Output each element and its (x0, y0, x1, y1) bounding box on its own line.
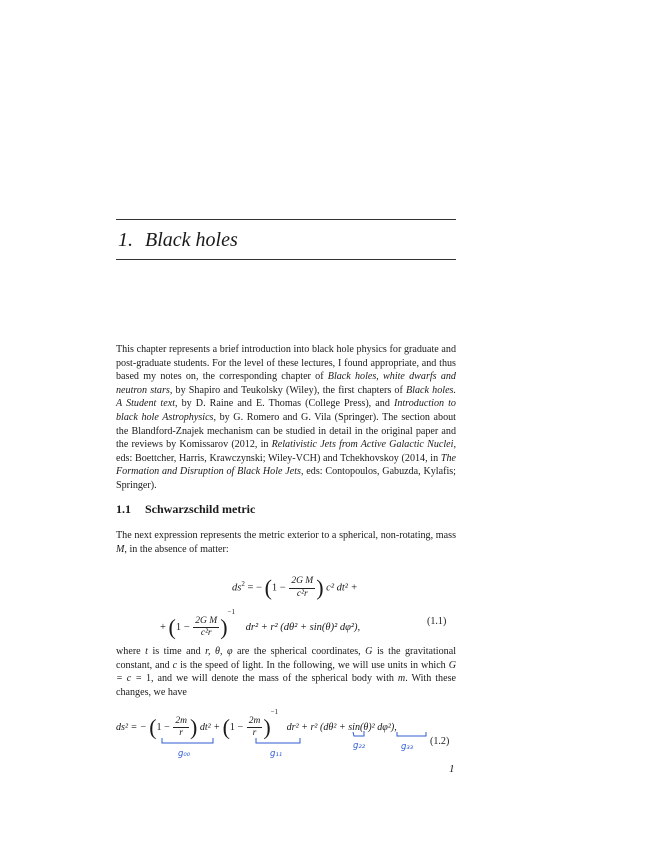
eq1-frac-num-2: 2G M (193, 617, 219, 629)
text-run: Black holes, white dwarfs and neutron stars (116, 371, 456, 396)
text-run: where (116, 646, 146, 657)
eq1-line1-tail: c² dt² + (326, 582, 358, 594)
text-run: are the spherical coordinates, (232, 646, 366, 657)
text-run: , by D. Raine and E. Thomas (College Press), and (175, 398, 394, 410)
eq1-frac-num: 2G M (289, 577, 315, 589)
eq2-one-1: 1 − (156, 722, 170, 733)
g11-bracket (256, 738, 300, 743)
eq2-inverse-exponent: −1 (270, 708, 279, 716)
text-run: . With these changes, we have (116, 673, 456, 698)
g22-bracket (353, 731, 364, 736)
section-number: 1.1 (116, 502, 131, 516)
eq1-close-paren-2: ) (220, 614, 228, 640)
eq2-after2: dr² + r² (dθ² + sin(θ)² dφ²), (286, 722, 397, 733)
eq1-close-paren: ) (316, 575, 324, 600)
text-run: Black holes. A Student text (116, 384, 456, 410)
equation-number-1-1: (1.1) (427, 616, 447, 627)
text-run: This chapter represents a brief introduction into black hole physics for graduate and post-graduate students. For the level of these lectures, I found appropriate, and thus based my notes on, the corresponding chapter of (116, 344, 456, 383)
eq1-lhs-sup: 2 (241, 579, 245, 588)
annotation-g00: g₀₀ (178, 749, 191, 759)
text-run: , by Shapiro and Teukolsky (Wiley), the first chapters of (169, 384, 407, 396)
eq2-one-2: 1 − (229, 722, 244, 733)
brackets-group (162, 731, 426, 743)
eq1-lhs: ds (232, 582, 242, 594)
eq2-close-paren-2: ) (263, 714, 271, 740)
text-run: c (172, 659, 178, 671)
text-run: t (145, 646, 148, 657)
g00-bracket (162, 738, 213, 743)
eq1-one: 1 − (271, 582, 286, 594)
annotation-g33: g₃₃ (401, 742, 414, 752)
text-run: 1, and we will denote the mass of the spherical body with (146, 673, 398, 685)
text-run: r, θ, φ (205, 646, 233, 657)
eq1-line2-lead: + (160, 622, 166, 633)
text-run: The Formation and Disruption of Black Hole Jets (116, 452, 456, 478)
equation-number-1-2: (1.2) (430, 736, 450, 747)
text-run: Relativistic Jets from Active Galactic Nuclei (271, 439, 454, 451)
text-run: M (116, 543, 125, 555)
eq1-line2-tail: dr² + r² (dθ² + sin(θ)² dφ²), (245, 622, 361, 633)
eq2-lhs: ds² = − (116, 722, 147, 733)
eq1-inverse-exponent: −1 (227, 608, 235, 616)
text-run: The next expression represents the metric exterior to a spherical, non-rotating, mass (116, 530, 456, 541)
eq1-open-paren: ( (264, 575, 272, 600)
eq2-frac-num-1: 2m (173, 717, 189, 729)
text-run: is the speed of light. In the following, we will use units in which (177, 659, 449, 671)
eq2-frac-den-1: r (179, 728, 183, 739)
eq2-open-paren-1: ( (149, 714, 157, 740)
text-run: G = c = (116, 659, 456, 685)
annotation-g22: g₂₂ (353, 741, 366, 751)
text-run: is time and (147, 646, 206, 657)
eq2-frac-den-2: r (252, 728, 257, 739)
g33-bracket (397, 732, 426, 736)
eq1-equals: = − (247, 582, 262, 594)
text-run: , by G. Romero and G. Vila (Springer). The section about the Blandford-Znajek mechanism can be studied in detail in the original paper and the reviews by Komissarov (2012, in (116, 411, 456, 451)
text-run: , eds: Contopoulos, Gabuzda, Kylafis; Springer). (116, 466, 456, 491)
eq2-frac-num-2: 2m (247, 717, 263, 729)
eq2-close-paren-1: ) (189, 714, 198, 740)
text-run: , in the absence of matter: (124, 543, 229, 555)
text-run: is the gravitational constant, and (116, 646, 456, 671)
eq2-open-paren-2: ( (222, 714, 230, 740)
chapter-title-text: Black holes (145, 229, 238, 251)
text-run: , eds: Boettcher, Harris, Krawczynski; Wiley-VCH) and Tchekhovskoy (2014, in (116, 439, 456, 464)
eq1-one-2: 1 − (175, 622, 190, 633)
text-run: G (365, 646, 373, 657)
eq1-open-paren-2: ( (168, 614, 176, 640)
eq2-after1: dt² + (199, 722, 221, 733)
section-title: Schwarzschild metric (145, 502, 256, 516)
eq1-frac-den-2: c²r (200, 628, 212, 639)
eq1-frac-den: c²r (296, 588, 308, 599)
chapter-number: 1. (118, 229, 133, 251)
text-run: m (397, 673, 406, 685)
annotation-g11: g₁₁ (270, 749, 283, 759)
page-number: 1 (449, 763, 455, 775)
text-run: Introduction to black hole Astrophysics (116, 398, 456, 423)
